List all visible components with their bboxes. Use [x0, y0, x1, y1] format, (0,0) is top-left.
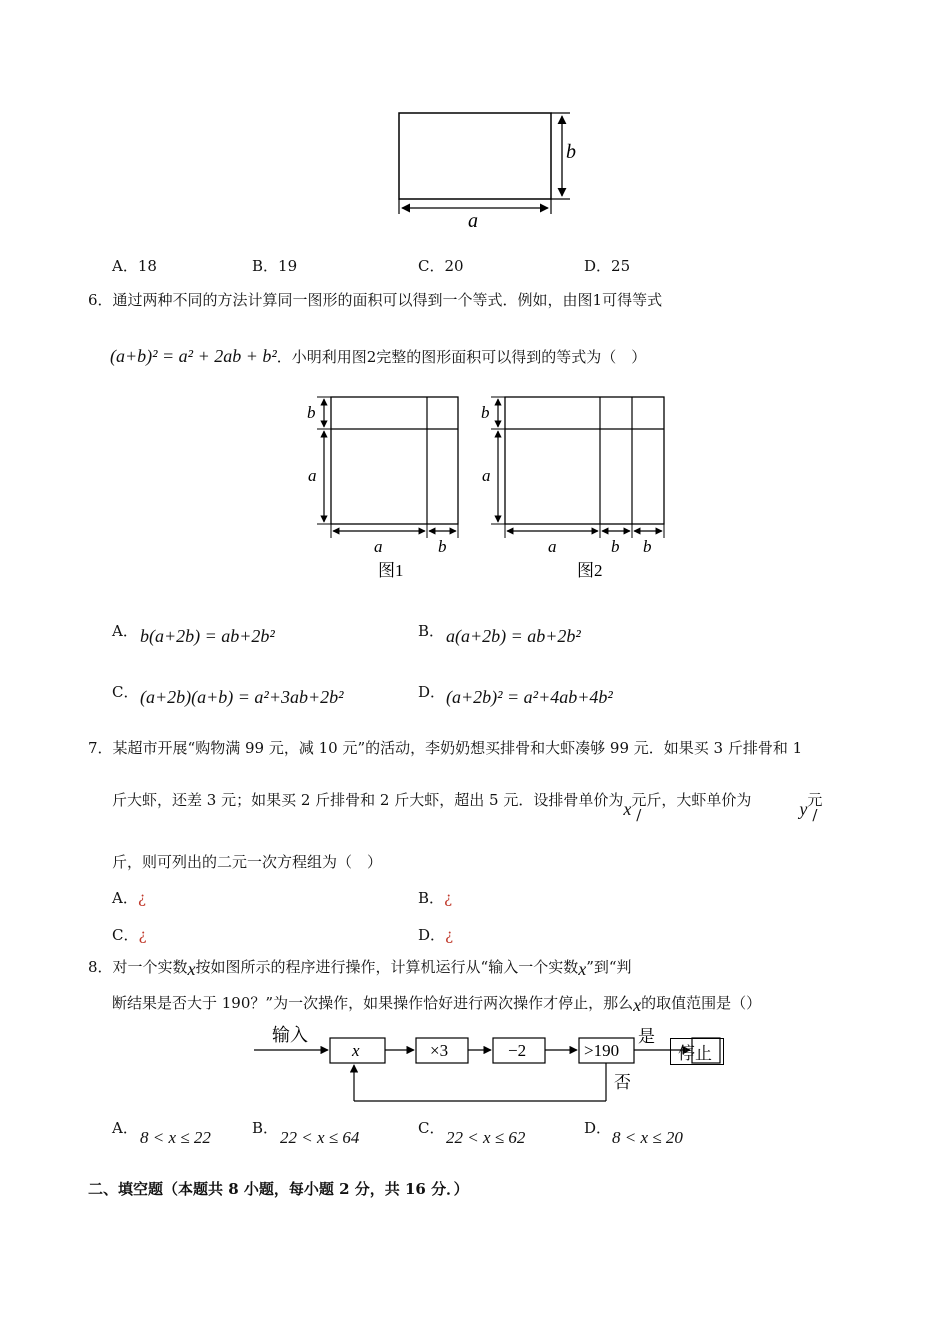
- svg-text:b: b: [481, 403, 490, 422]
- q7-stem-line1: 7．某超市开展“购物满 99 元，减 10 元”的活动，李奶奶想买排骨和大虾凑够 99 元．如果买 3 斤排骨和 1: [88, 739, 803, 757]
- q5-option-a[interactable]: A．18: [112, 257, 157, 275]
- q5-rectangle-figure: [380, 100, 600, 235]
- q7-option-a[interactable]: A．¿: [112, 889, 146, 907]
- svg-text:a: a: [548, 537, 557, 556]
- q6-option-b-letter[interactable]: B．: [418, 622, 445, 640]
- svg-text:b: b: [438, 537, 447, 556]
- q8-option-c[interactable]: 22 < x ≤ 62: [446, 1128, 526, 1147]
- q7-stem-line2: 斤大虾，还差 3 元；如果买 2 斤排骨和 2 斤大虾，超出 5 元．设排骨单价为x元 /斤，大虾单价为 y元 /: [112, 791, 823, 824]
- svg-text:x: x: [352, 1041, 360, 1060]
- svg-text:−2: −2: [508, 1041, 527, 1060]
- q7-stem-line3: 斤，则可列出的二元一次方程组为（ ）: [112, 853, 383, 871]
- q8-option-b-letter[interactable]: B．: [252, 1119, 279, 1137]
- q8-option-c-letter[interactable]: C．: [418, 1119, 445, 1137]
- q5-label-b: b: [566, 141, 576, 163]
- q8-option-b[interactable]: 22 < x ≤ 64: [280, 1128, 360, 1147]
- q5-option-b[interactable]: B．19: [252, 257, 298, 275]
- svg-text:×3: ×3: [430, 1041, 449, 1060]
- q6-option-d[interactable]: (a+2b)² = a²+4ab+4b²: [446, 687, 613, 707]
- q6-option-b[interactable]: a(a+2b) = ab+2b²: [446, 626, 581, 646]
- q5-label-a: a: [468, 210, 478, 232]
- q7-option-c[interactable]: C．¿: [112, 926, 147, 944]
- q8-yes-label: 是: [638, 1027, 655, 1046]
- q8-option-a-letter[interactable]: A．: [112, 1119, 138, 1137]
- svg-text:a: a: [482, 466, 491, 485]
- q8-stop-box-text: 停止: [678, 1044, 712, 1064]
- q5-option-c[interactable]: C．20: [418, 257, 464, 275]
- q6-stem-line1: 6．通过两种不同的方法计算同一图形的面积可以得到一个等式．例如，由图1可得等式: [88, 291, 663, 309]
- svg-text:>190: >190: [584, 1041, 620, 1060]
- q8-option-d[interactable]: 8 < x ≤ 20: [612, 1128, 683, 1147]
- q6-option-a-letter[interactable]: A．: [112, 622, 138, 640]
- svg-text:b: b: [643, 537, 652, 556]
- q6-option-a[interactable]: b(a+2b) = ab+2b²: [140, 626, 275, 646]
- q8-flowchart: [248, 1020, 728, 1110]
- q8-option-a[interactable]: 8 < x ≤ 22: [140, 1128, 211, 1147]
- q5-option-d[interactable]: D．25: [584, 257, 631, 275]
- svg-text:b: b: [611, 537, 620, 556]
- q6-figure-2: [481, 397, 664, 580]
- q8-stem-line2: 断结果是否大于 190？”为一次操作，如果操作恰好进行两次操作才停止，那么x的取值范围是（）: [112, 994, 762, 1015]
- q6-figures: [300, 388, 680, 588]
- q6-figure-1: [307, 397, 458, 580]
- q8-input-label: 输入: [272, 1025, 308, 1045]
- q7-option-b[interactable]: B．¿: [418, 889, 453, 907]
- svg-text:b: b: [307, 403, 316, 422]
- q6-option-c-letter[interactable]: C．: [112, 683, 139, 701]
- svg-text:a: a: [374, 537, 383, 556]
- q8-option-d-letter[interactable]: D．: [584, 1119, 612, 1137]
- q6-fig2-caption: 图2: [577, 561, 603, 580]
- q6-stem-line2: (a+b)² = a² + 2ab + b²．小明利用图2完整的图形面积可以得到的等式为（ ）: [110, 346, 647, 366]
- q8-stem-line1: 8．对一个实数x按如图所示的程序进行操作，计算机运行从“输入一个实数x”到“判: [88, 958, 632, 979]
- q7-option-d[interactable]: D．¿: [418, 926, 454, 944]
- q6-fig1-caption: 图1: [378, 561, 404, 580]
- q8-no-label: 否: [614, 1073, 631, 1092]
- q6-option-c[interactable]: (a+2b)(a+b) = a²+3ab+2b²: [140, 687, 344, 707]
- q6-option-d-letter[interactable]: D．: [418, 683, 446, 701]
- section-2-title: 二、填空题（本题共 8 小题，每小题 2 分，共 16 分．）: [88, 1180, 469, 1198]
- svg-text:a: a: [308, 466, 317, 485]
- q6-formula: (a+b)² = a² + 2ab + b²: [110, 346, 277, 366]
